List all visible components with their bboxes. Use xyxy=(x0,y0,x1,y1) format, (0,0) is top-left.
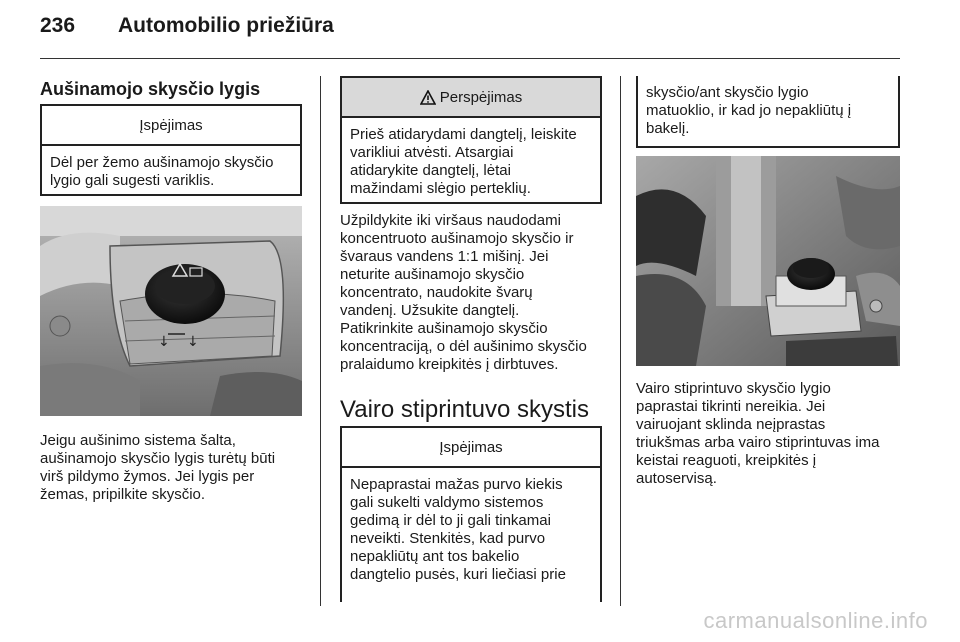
page-title: Automobilio priežiūra xyxy=(118,14,334,37)
svg-text:↓: ↓ xyxy=(158,334,170,350)
warning-triangle-icon xyxy=(420,90,436,105)
warning-body: Prieš atidarydami dangtelį, leiskite varikliui atvėsti. Atsargiai atidarykite dangtelį, lėtai mažindami slėgio perteklių. xyxy=(350,126,577,197)
column-divider-left xyxy=(320,76,321,606)
column-divider-right xyxy=(620,76,621,606)
section-title-coolant: Aušinamojo skysčio lygis xyxy=(40,79,261,99)
coolant-reservoir-photo xyxy=(40,206,302,416)
notice-heading: Įspėjimas xyxy=(42,106,300,146)
notice-body: Dėl per žemo aušinamojo skysčio lygio gali sugesti variklis. xyxy=(50,154,274,189)
warning-heading-bar xyxy=(342,78,600,118)
header-rule xyxy=(40,58,900,59)
section-title-power-steering: Vairo stiprintuvo skystis xyxy=(340,396,589,423)
notice-continuation-text: skysčio/ant skysčio lygio matuoklio, ir kad jo nepakliūtų į bakelį. xyxy=(646,84,852,137)
notice-body: Nepaprastai mažas purvo kiekis gali sukelti valdymo sistemos gedimą ir dėl to ji gali tinkamai neveikti. Stenkitės, kad purvo nepakliūtų ant tos bakelio dangtelio pusės, kuri liečiasi prie xyxy=(350,476,566,583)
power-steering-paragraph: Vairo stiprintuvo skysčio lygio paprastai tikrinti nereikia. Jei vairuojant sklinda neįprastas triukšmas arba vairo stiprintuvas ima keistai reaguoti, kreipkitės į autoservisą. xyxy=(636,380,880,487)
power-steering-reservoir-illustration xyxy=(636,156,900,366)
warning-box-coolant xyxy=(340,76,602,204)
notice-box-power-steering xyxy=(340,426,602,602)
notice-box-continuation xyxy=(636,76,900,148)
warning-heading: Perspėjimas xyxy=(439,88,523,106)
coolant-reservoir-illustration xyxy=(40,206,302,416)
notice-heading: Įspėjimas xyxy=(342,428,600,468)
page-number: 236 xyxy=(40,14,76,37)
power-steering-reservoir-photo xyxy=(636,156,900,366)
svg-text:↓: ↓ xyxy=(187,334,199,350)
coolant-paragraph: Jeigu aušinimo sistema šalta, aušinamojo skysčio lygis turėtų būti virš pildymo žymos. Jei lygis per žemas, pripilkite skysčio. xyxy=(40,432,276,503)
coolant-fill-paragraph: Užpildykite iki viršaus naudodami koncentruoto aušinamojo skysčio ir švaraus vandens 1:1 mišinį. Jei neturite aušinamojo skysčio koncentrato, naudokite švarų vandenį. Užsukite dangtelį. Patikrinkite aušinamojo skysčio koncentraciją, o dėl aušinimo skysčio pralaidumo kreipkitės į dirbtuves. xyxy=(340,212,587,373)
notice-box-coolant xyxy=(40,104,302,196)
watermark: carmanualsonline.info xyxy=(703,608,928,633)
